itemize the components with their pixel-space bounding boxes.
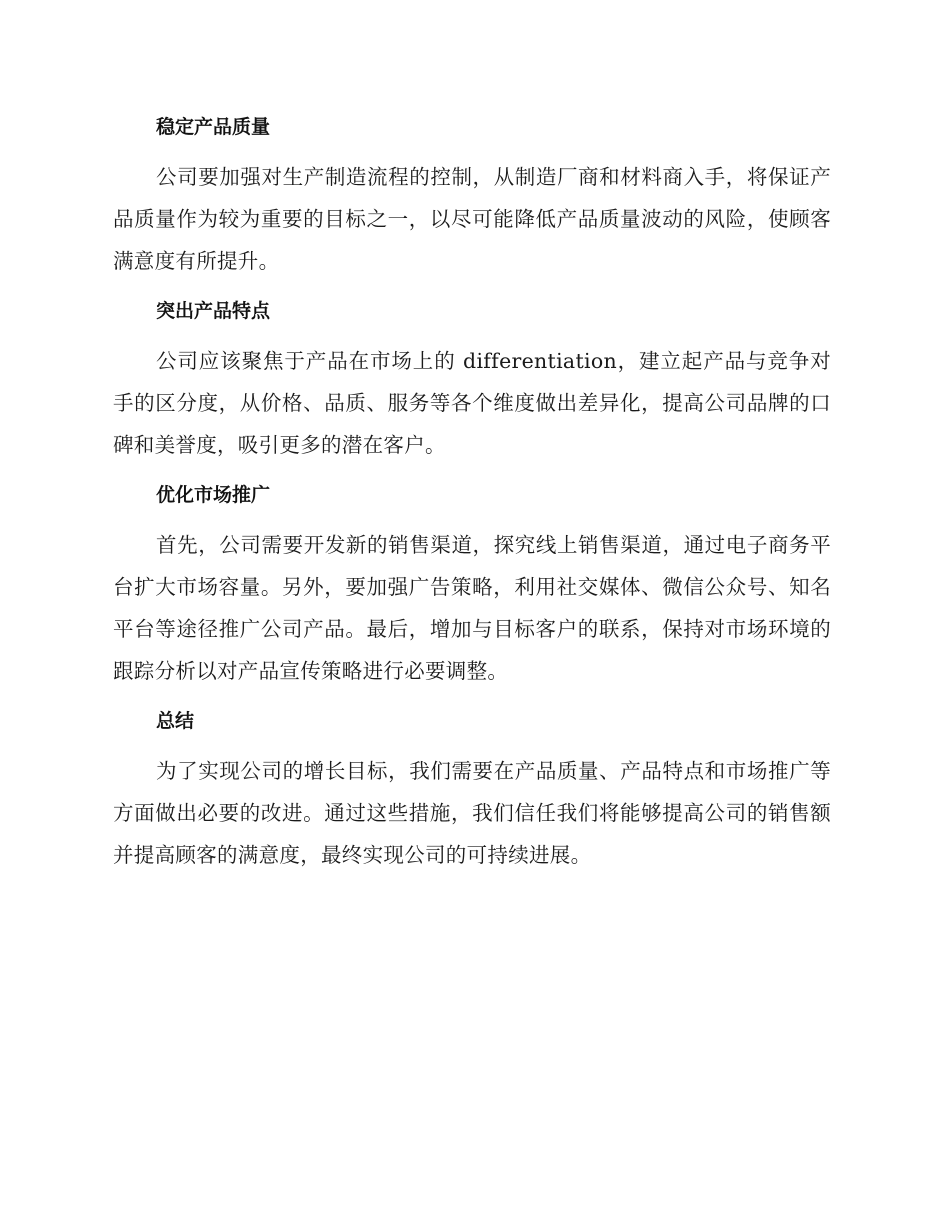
section-heading: 优化市场推广 [156,484,271,506]
section-paragraph: 首先，公司需要开发新的销售渠道，探究线上销售渠道，通过电子商务平台扩大市场容量。另外，要加强广告策略，利用社交媒体、微信公众号、知名平台等途径推广公司产品。最后，增加与目标客户的联系，保持对市场环境的跟踪分析以对产品宣传策略进行必要调整。 [113,533,831,683]
section-product-quality [113,108,831,282]
document-content [113,108,831,886]
section-heading: 突出产品特点 [156,300,271,322]
section-paragraph: 为了实现公司的增长目标，我们需要在产品质量、产品特点和市场推广等方面做出必要的改进。通过这些措施，我们信任我们将能够提高公司的销售额并提高顾客的满意度，最终实现公司的可持续进展。 [113,759,831,867]
section-summary [113,702,831,876]
section-heading: 总结 [156,710,195,732]
section-heading: 稳定产品质量 [156,116,271,138]
section-marketing [113,476,831,692]
section-product-features [113,292,831,466]
section-paragraph: 公司应该聚焦于产品在市场上的 differentiation，建立起产品与竞争对手的区分度，从价格、品质、服务等各个维度做出差异化，提高公司品牌的口碑和美誉度，吸引更多的潜在客户。 [113,349,831,457]
section-paragraph: 公司要加强对生产制造流程的控制，从制造厂商和材料商入手，将保证产品质量作为较为重要的目标之一，以尽可能降低产品质量波动的风险，使顾客满意度有所提升。 [113,165,831,273]
